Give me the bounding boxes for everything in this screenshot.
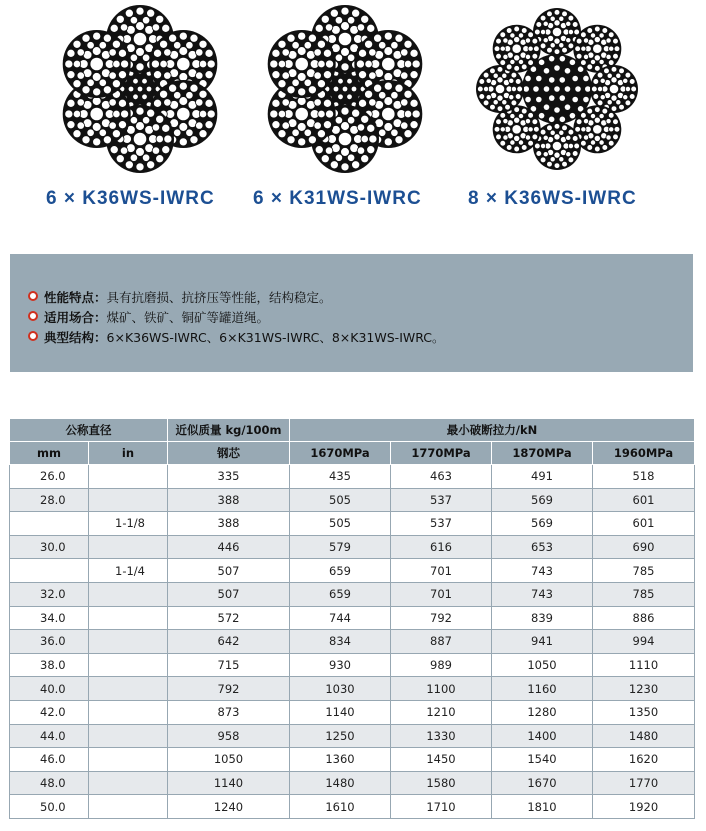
cell-force-1870: 653 (492, 535, 593, 559)
cell-force-1960: 994 (593, 630, 695, 654)
cell-mass: 792 (168, 677, 290, 701)
cell-force-1770: 1330 (391, 724, 492, 748)
cell-force-1960: 785 (593, 582, 695, 606)
cell-mass: 507 (168, 559, 290, 583)
cell-force-1870: 1540 (492, 748, 593, 772)
cell-force-1870: 743 (492, 582, 593, 606)
cell-mm: 34.0 (10, 606, 89, 630)
cell-mass: 642 (168, 630, 290, 654)
spec-table (9, 418, 695, 819)
cell-force-1670: 930 (290, 653, 391, 677)
cell-in (89, 771, 168, 795)
cell-force-1770: 463 (391, 465, 492, 489)
feature-key: 性能特点： (44, 290, 107, 305)
cell-mass: 1240 (168, 795, 290, 819)
header-grade-1770: 1770MPa (391, 442, 492, 465)
cell-mass: 446 (168, 535, 290, 559)
bullet-icon (28, 331, 38, 341)
cell-force-1870: 1400 (492, 724, 593, 748)
cell-force-1670: 1250 (290, 724, 391, 748)
cell-mass: 507 (168, 582, 290, 606)
cell-force-1770: 1710 (391, 795, 492, 819)
feature-key: 适用场合： (44, 310, 107, 325)
feature-application (44, 308, 269, 326)
cell-mass: 958 (168, 724, 290, 748)
cell-mass: 388 (168, 488, 290, 512)
cell-force-1670: 579 (290, 535, 391, 559)
cell-force-1670: 744 (290, 606, 391, 630)
rope-label-8x-k36ws: 8 × K36WS-IWRC (468, 188, 637, 209)
cell-force-1870: 941 (492, 630, 593, 654)
cell-mass: 715 (168, 653, 290, 677)
cell-force-1670: 1610 (290, 795, 391, 819)
cell-force-1870: 1160 (492, 677, 593, 701)
cell-in (89, 465, 168, 489)
table-row (10, 724, 695, 748)
cell-force-1870: 1670 (492, 771, 593, 795)
cell-force-1770: 989 (391, 653, 492, 677)
cell-in (89, 535, 168, 559)
cell-force-1960: 1620 (593, 748, 695, 772)
header-in: in (89, 442, 168, 465)
table-row (10, 771, 695, 795)
table-row (10, 559, 695, 583)
cell-force-1770: 792 (391, 606, 492, 630)
cell-force-1670: 834 (290, 630, 391, 654)
cell-mm: 46.0 (10, 748, 89, 772)
header-mm: mm (10, 442, 89, 465)
cell-mass: 335 (168, 465, 290, 489)
table-row (10, 795, 695, 819)
cell-force-1770: 537 (391, 488, 492, 512)
cell-force-1870: 839 (492, 606, 593, 630)
cell-force-1670: 1360 (290, 748, 391, 772)
feature-performance (44, 288, 332, 306)
table-row (10, 700, 695, 724)
cell-mm: 36.0 (10, 630, 89, 654)
features-panel (10, 254, 693, 372)
table-row (10, 653, 695, 677)
rope-diagrams (0, 0, 706, 230)
header-grade-1670: 1670MPa (290, 442, 391, 465)
cell-in: 1-1/8 (89, 512, 168, 536)
cell-force-1870: 1280 (492, 700, 593, 724)
cell-force-1960: 1480 (593, 724, 695, 748)
cell-in: 1-1/4 (89, 559, 168, 583)
rope-label-6x-k36ws: 6 × K36WS-IWRC (46, 188, 215, 209)
feature-key: 典型结构： (44, 330, 107, 345)
table-row (10, 535, 695, 559)
header-nominal-diameter: 公称直径 (10, 419, 168, 442)
bullet-icon (28, 311, 38, 321)
table-row (10, 606, 695, 630)
cell-force-1870: 569 (492, 488, 593, 512)
table-row (10, 748, 695, 772)
cell-mm: 48.0 (10, 771, 89, 795)
cell-mm: 42.0 (10, 700, 89, 724)
cell-force-1960: 886 (593, 606, 695, 630)
table-row (10, 677, 695, 701)
table-row (10, 465, 695, 489)
cell-in (89, 677, 168, 701)
cell-in (89, 700, 168, 724)
header-approx-mass: 近似质量 kg/100m (168, 419, 290, 442)
cell-in (89, 606, 168, 630)
cell-mm: 50.0 (10, 795, 89, 819)
table-row (10, 582, 695, 606)
cell-force-1960: 1350 (593, 700, 695, 724)
cell-force-1770: 701 (391, 559, 492, 583)
spec-table-body (10, 465, 695, 819)
cell-mm: 40.0 (10, 677, 89, 701)
cell-force-1870: 569 (492, 512, 593, 536)
cell-mm: 32.0 (10, 582, 89, 606)
cell-in (89, 653, 168, 677)
cell-force-1960: 690 (593, 535, 695, 559)
rope-diagram-6x-k31ws (265, 4, 425, 174)
cell-force-1770: 887 (391, 630, 492, 654)
bullet-icon (28, 291, 38, 301)
cell-mm: 26.0 (10, 465, 89, 489)
cell-mass: 1050 (168, 748, 290, 772)
table-row (10, 488, 695, 512)
table-row (10, 630, 695, 654)
cell-force-1960: 785 (593, 559, 695, 583)
cell-mm (10, 559, 89, 583)
cell-mass: 873 (168, 700, 290, 724)
cell-force-1770: 1100 (391, 677, 492, 701)
cell-force-1770: 1450 (391, 748, 492, 772)
cell-force-1870: 743 (492, 559, 593, 583)
cell-mass: 572 (168, 606, 290, 630)
cell-in (89, 488, 168, 512)
rope-diagram-6x-k36ws (60, 4, 220, 174)
cell-mm: 30.0 (10, 535, 89, 559)
header-steel-core: 钢芯 (168, 442, 290, 465)
rope-label-6x-k31ws: 6 × K31WS-IWRC (253, 188, 422, 209)
cell-force-1960: 601 (593, 512, 695, 536)
cell-in (89, 630, 168, 654)
header-grade-1870: 1870MPa (492, 442, 593, 465)
cell-mass: 388 (168, 512, 290, 536)
cell-force-1670: 659 (290, 582, 391, 606)
cell-force-1670: 435 (290, 465, 391, 489)
cell-force-1770: 537 (391, 512, 492, 536)
cell-force-1870: 1050 (492, 653, 593, 677)
header-min-breaking-force: 最小破断拉力/kN (290, 419, 695, 442)
cell-force-1670: 505 (290, 512, 391, 536)
cell-force-1770: 1580 (391, 771, 492, 795)
cell-in (89, 795, 168, 819)
cell-mm: 38.0 (10, 653, 89, 677)
feature-value: 煤矿、铁矿、铜矿等罐道绳。 (106, 310, 270, 325)
cell-force-1870: 1810 (492, 795, 593, 819)
feature-value: 6×K36WS-IWRC、6×K31WS-IWRC、8×K31WS-IWRC。 (106, 330, 445, 345)
header-grade-1960: 1960MPa (593, 442, 695, 465)
cell-force-1670: 1140 (290, 700, 391, 724)
cell-force-1770: 701 (391, 582, 492, 606)
cell-in (89, 582, 168, 606)
cell-mm (10, 512, 89, 536)
cell-force-1770: 1210 (391, 700, 492, 724)
cell-in (89, 724, 168, 748)
cell-force-1960: 518 (593, 465, 695, 489)
cell-force-1960: 601 (593, 488, 695, 512)
feature-value: 具有抗磨损、抗挤压等性能，结构稳定。 (106, 290, 332, 305)
cell-force-1960: 1920 (593, 795, 695, 819)
cell-force-1770: 616 (391, 535, 492, 559)
cell-force-1960: 1770 (593, 771, 695, 795)
cell-force-1670: 1480 (290, 771, 391, 795)
rope-diagram-8x-k36ws (475, 4, 640, 174)
cell-force-1670: 659 (290, 559, 391, 583)
cell-force-1670: 1030 (290, 677, 391, 701)
cell-mm: 44.0 (10, 724, 89, 748)
cell-mm: 28.0 (10, 488, 89, 512)
cell-force-1670: 505 (290, 488, 391, 512)
cell-force-1870: 491 (492, 465, 593, 489)
feature-structure (44, 328, 445, 346)
cell-in (89, 748, 168, 772)
cell-force-1960: 1230 (593, 677, 695, 701)
table-row (10, 512, 695, 536)
cell-mass: 1140 (168, 771, 290, 795)
cell-force-1960: 1110 (593, 653, 695, 677)
